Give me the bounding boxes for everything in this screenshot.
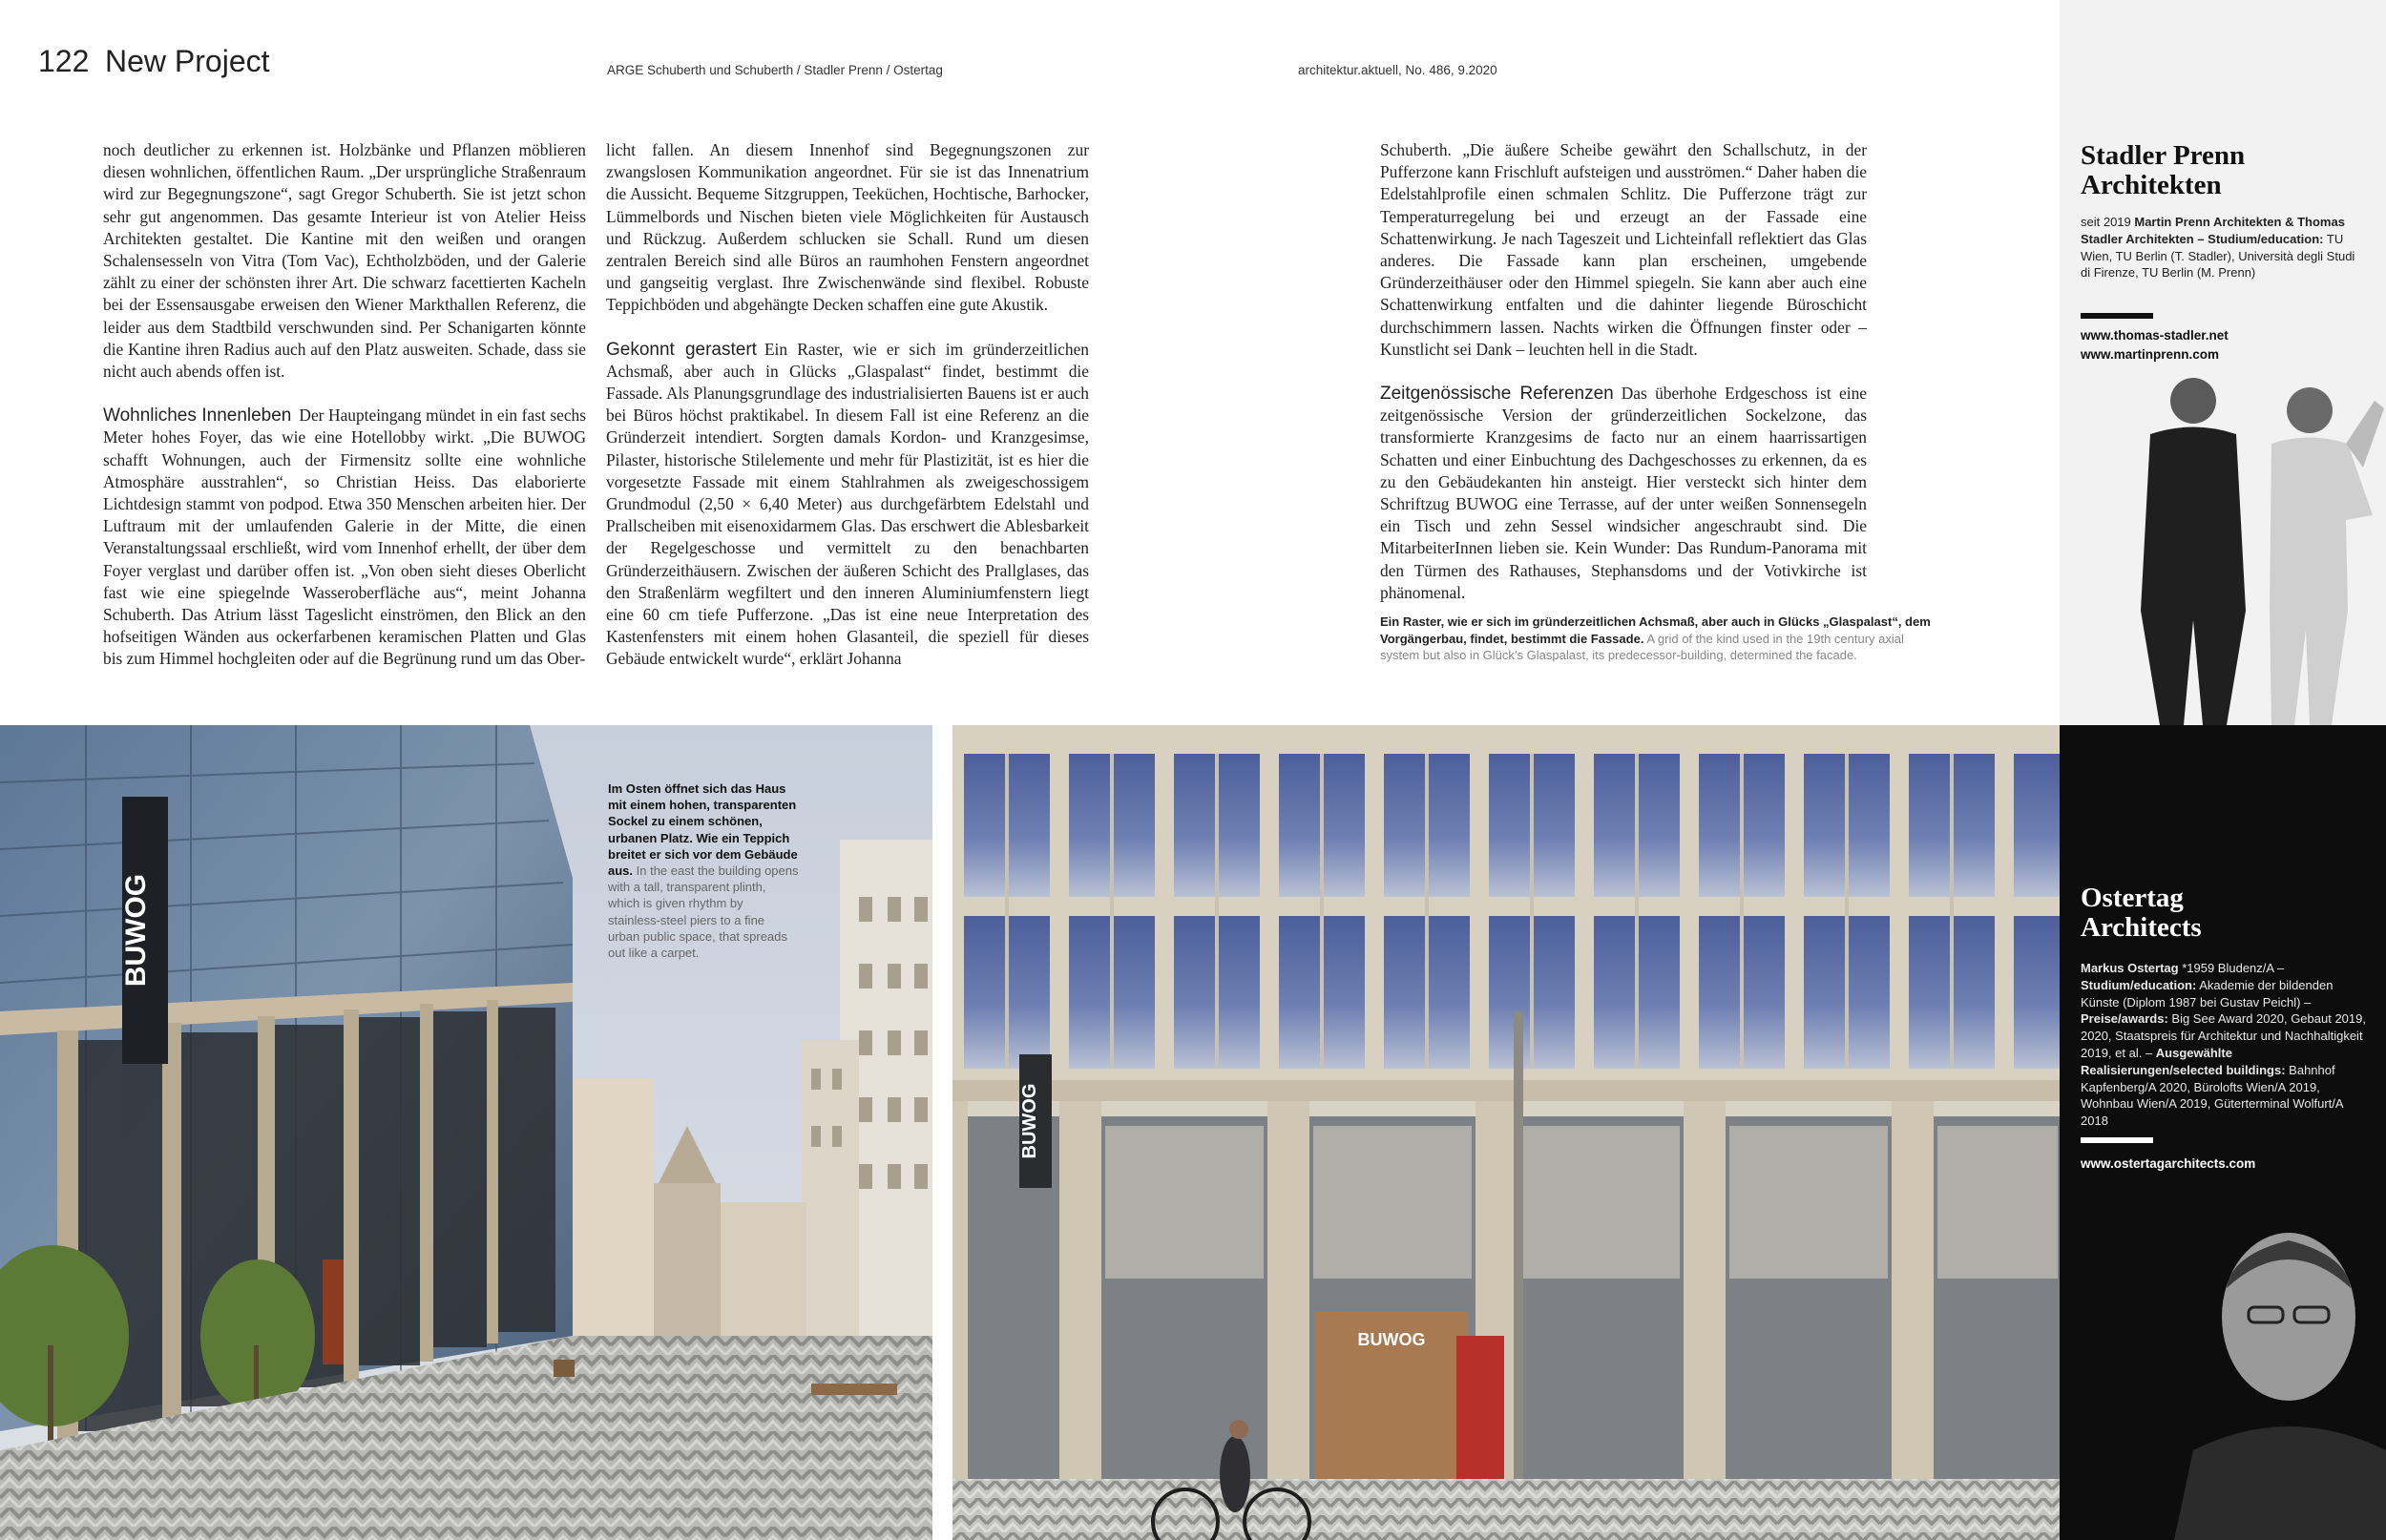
link-martin-prenn[interactable]: www.martinprenn.com — [2081, 347, 2220, 362]
sign-buwog-small: BUWOG — [1019, 1083, 1040, 1159]
text-column-2 — [606, 139, 1089, 671]
divider-bar — [2081, 1137, 2153, 1143]
paragraph: Wohnliches Innenleben Der Haupteingang mündet in ein fast sechs Meter hohes Foyer, das wie eine Hotellobby wirkt. „Die BUWOG schafft Wohnungen, auch der Firmensitz sollte eine wohnliche Atmosphäre ausstrahlen“, so Christian Heiss. Das elaborierte Lichtdesign stammt von podpod. Etwa 350 Menschen arbeiten hier. Der Luftraum mit der umlaufenden Galerie in der Mitte, die einen Veranstaltungssaal erschließt, wird vom Innenhof erhellt, der über dem Foyer verglast und darüber offen ist. „Von oben sieht dieses Oberlicht fast wie eine spiegelnde Wasseroberfläche aus“, meint Johanna Schuberth. Das Atrium lässt Tageslicht einströmen, den Blick an den hofseitigen Wänden aus ockerfarbenen keramischen Platten und Glas bis zum Himmel hochgleiten oder auf die Begrünung rund um das Ober- — [103, 406, 587, 669]
paragraph: noch deutlicher zu erkennen ist. Holzbänke und Pflanzen möblieren diesen wohnlichen, öffentlichen Raum. „Der ursprüngliche Straßenraum wird zur Begegnungszone“, sagt Gregor Schuberth. Sie ist jetzt schon sehr gut angenommen. Das gesamte Interieur ist von Atelier Heiss Architekten gestaltet. Die Kantine mit den weißen und orangen Schalensesseln von Vitra (Tom Vac), Echtholzböden, und der Galerie zählt zu einer der schönsten ihrer Art. Die schwarz facettierten Kacheln bei der Essensausgabe erweisen den Wiener Markthallen Referenz, die leider aus dem Stadtbild verschwunden sind. Per Schanigarten könnte die Kantine ihren Radius auch auf den Platz ausweiten. Schade, dass sie nicht auch abends offen ist. — [103, 140, 586, 382]
firm-name-ostertag: Ostertag Architects — [2081, 883, 2202, 943]
text-column-1 — [103, 139, 586, 671]
firm-name-stadler-prenn: Stadler Prenn Architekten — [2081, 140, 2246, 200]
portrait-stadler-prenn — [2060, 363, 2386, 725]
firm-links-stadler-prenn — [2081, 326, 2229, 364]
paragraph: Gekonnt gerastert Ein Raster, wie er sich im gründerzeitlichen Achsmaß, aber auch in Glücks „Glaspalast“ findet, bestimmt die Fassade. Als Planungsgrundlage des industrialisierten Bauens ist er auch bei Büros höchst praktikabel. In diesem Fall ist eine Referenz an die Gründerzeit intendiert. Sorgten damals Kordon- und Kranzgesimse, Pilaster, historische Stilelemente und mehr für Plastizität, ist es hier die vorgesetzte Fassade mit einem Stahlrahmen als zweigeschossigem Grundmodul (2,50 × 6,40 Meter) aus durchgefärbtem Edelstahl und Prallscheiben mit eisenoxidarmem Glas. Das erschwert die Ablesbarkeit der Regelgeschosse und vermittelt zu den benachbarten Gründerzeithäusern. Zwischen der äußeren Schicht des Prallglases, das den Straßenlärm wegfiltert und den inneren Aluminiumfenstern liegt eine 60 cm tiefe Pufferzone. „Das ist eine neue Interpretation des Kastenfensters mit einem hohen Glasanteil, die speziell für dieses Gebäude entwickelt wurde“, erklärt Johanna — [606, 339, 1089, 669]
firm-bio-stadler-prenn: seit 2019 Martin Prenn Architekten & Thomas Stadler Architekten – Studium/education: TU Wien, TU Berlin (T. Stadler), Università degli Studi di Firenze, TU Berlin (M. Prenn) — [2081, 215, 2355, 281]
firm-bio-ostertag: Markus Ostertag *1959 Bludenz/A – Studium/education: Akademie der bildenden Künste (Diplom 1987 bei Gustav Peichl) – Preise/awards: Big See Award 2020, Gebaut 2019, 2020, Staatspreis für Architektur und Nachhaltigkeit 2019, et al. – Ausgewählte Realisierungen/selected buildings: Bahnhof Kapfenberg/A 2020, Bürolofts Wien/A 2019, Wohnbau Wien/A 2019, Güterterminal Wolfurt/A 2018 — [2081, 961, 2366, 1129]
page-number: 122 — [38, 44, 90, 78]
paragraph: Zeitgenössische Referenzen Das überhohe Erdgeschoss ist eine zeitgenössische Version der gründerzeitlichen Sockelzone, das transformierte Kranzgesims de facto nur an einem haarrissartigen Schatten und einer Einbuchtung des Dachgeschosses zu erkennen, da es zu den Gebäudekanten hin ansteigt. Hier versteckt sich hinter dem Schriftzug BUWOG eine Terrasse, auf der unter weißen Sonnensegeln ein Tisch und zehn Sessel windsicher angeschraubt sind. Die MitarbeiterInnen lieben sie. Kein Wunder: Das Rundum-Panorama mit den Türmen des Rathauses, Stephansdoms und der Votivkirche ist phänomenal. — [1380, 384, 1867, 602]
divider-bar — [2081, 313, 2153, 319]
link-ostertag[interactable]: www.ostertagarchitects.com — [2081, 1156, 2256, 1171]
page-header — [38, 42, 2386, 80]
paragraph: Schuberth. „Die äußere Scheibe gewährt den Schallschutz, in der Pufferzone kann Frischluft aufsteigen und ausströmen.“ Daher haben die Edelstahlprofile einen schmalen Schlitz. Die Pufferzone trägt zur Temperaturregelung bei und erzeugt an der Fassade eine Schattenwirkung. Je nach Tageszeit und Lichteinfall reflektiert das Glas anderes. Die Fassade kann plan erscheinen, umgebende Gründerzeithäuser oder den Himmel spiegeln. Sie kann aber auch eine Schattenwirkung entfalten und die dahinter liegende Büroschicht durchschimmern lassen. Nachts wirken die Öffnungen finster oder – Kunstlicht sei Dank – leuchten hell in die Stadt. — [1380, 140, 1867, 359]
plaza-caption: Im Osten öffnet sich das Haus mit einem hohen, transparenten Sockel zu einem schönen, urbanen Platz. Wie ein Teppich breitet er sich vor dem Gebäude aus. In the east the building opens with a tall, transparent plinth, which is given rhythm by stainless-steel piers to a fine urban public space, that spreads out like a carpet. — [608, 781, 799, 961]
photo-facade — [952, 725, 2060, 1540]
subheading: Gekonnt gerastert — [606, 339, 757, 360]
architects-sidebar — [2060, 0, 2386, 1540]
sign-buwog-vertical: BUWOG — [120, 873, 152, 988]
project-credit: ARGE Schuberth und Schuberth / Stadler Prenn / Ostertag — [607, 63, 943, 77]
magazine-issue: architektur.aktuell, No. 486, 9.2020 — [1298, 63, 1497, 77]
link-thomas-stadler[interactable]: www.thomas-stadler.net — [2081, 328, 2229, 343]
portrait-ostertag — [2174, 1212, 2386, 1540]
subheading: Zeitgenössische Referenzen — [1380, 384, 1614, 405]
facade-caption: Ein Raster, wie er sich im gründerzeitlichen Achsmaß, aber auch in Glücks „Glaspalast“, dem Vorgängerbau, findet, bestimmt die Fassade. A grid of the kind used in the 19th century axial system but also in Glück’s Glaspalast, its predecessor-building, determined the facade. — [1380, 614, 1931, 662]
sign-buwog-entrance: BUWOG — [1357, 1330, 1426, 1349]
text-column-3 — [1380, 139, 1867, 604]
paragraph: licht fallen. An diesem Innenhof sind Begegnungszonen zur zwangslosen Kommunikation angeordnet. Für sie ist das Innenatrium die Aussicht. Bequeme Sitzgruppen, Teeküchen, Hochtische, Barhocker, Lümmelbords und Nischen bieten viele Möglichkeiten für Austausch und Rückzug. Außerdem schlucken sie Schall. Rund um diesen zentralen Bereich sind alle Büros an raumhohen Fenstern angeordnet und gangseitig verglast. Ihre Zwischenwände sind flexibel. Robuste Teppichböden und abgehängte Decken schaffen eine gute Akustik. — [606, 140, 1089, 315]
subheading: Wohnliches Innenleben — [103, 406, 292, 427]
section-title: New Project — [105, 44, 270, 78]
